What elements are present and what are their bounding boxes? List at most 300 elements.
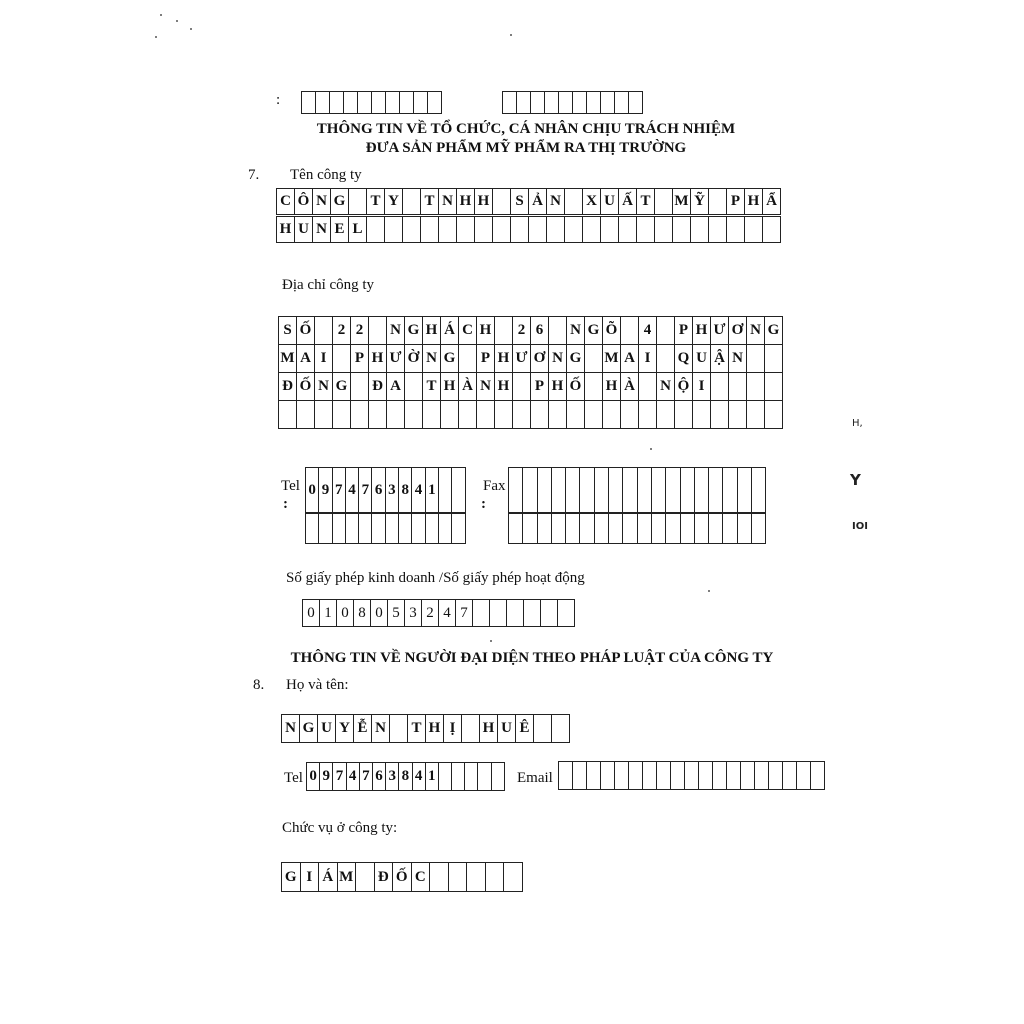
char-box xyxy=(652,514,666,544)
char-box: 6 xyxy=(372,468,385,513)
char-box: N xyxy=(372,715,390,743)
char-box xyxy=(585,401,603,429)
char-box xyxy=(306,514,319,544)
char-box: 0 xyxy=(371,600,388,627)
char-box xyxy=(441,401,459,429)
char-box xyxy=(587,92,601,114)
char-box xyxy=(711,373,729,401)
char-box xyxy=(509,468,523,513)
char-box: G xyxy=(567,345,585,373)
char-box xyxy=(666,514,680,544)
char-box xyxy=(609,514,623,544)
char-box: U xyxy=(295,217,313,243)
char-box: N xyxy=(747,317,765,345)
char-box xyxy=(302,92,316,114)
char-box xyxy=(747,373,765,401)
char-box: P xyxy=(351,345,369,373)
char-box: 8 xyxy=(399,468,412,513)
char-box xyxy=(709,217,727,243)
char-box xyxy=(400,92,414,114)
char-box xyxy=(511,217,529,243)
char-box: G xyxy=(333,373,351,401)
char-box xyxy=(439,514,452,544)
char-box: N xyxy=(657,373,675,401)
char-box: H xyxy=(423,317,441,345)
char-box xyxy=(585,373,603,401)
char-box xyxy=(492,763,505,791)
char-box: 6 xyxy=(531,317,549,345)
char-box xyxy=(747,345,765,373)
char-box: 4 xyxy=(413,763,426,791)
char-box: I xyxy=(639,345,657,373)
char-box xyxy=(529,217,547,243)
char-box xyxy=(565,189,583,215)
char-box: Ê xyxy=(516,715,534,743)
char-box xyxy=(549,401,567,429)
char-box: 1 xyxy=(320,600,337,627)
char-box xyxy=(330,92,344,114)
char-box xyxy=(638,468,652,513)
char-box: 1 xyxy=(426,468,439,513)
char-box xyxy=(681,514,695,544)
char-box: H xyxy=(475,189,493,215)
char-box xyxy=(552,514,566,544)
char-box xyxy=(385,217,403,243)
char-box: Ị xyxy=(444,715,462,743)
item-number-7: 7. xyxy=(248,167,260,183)
char-box xyxy=(615,92,629,114)
char-box xyxy=(507,600,524,627)
char-box xyxy=(493,189,511,215)
char-box: H xyxy=(457,189,475,215)
char-box: 1 xyxy=(426,763,439,791)
char-box: T xyxy=(423,373,441,401)
char-box xyxy=(333,514,346,544)
company-tel-label: Tel xyxy=(281,478,300,494)
char-box xyxy=(452,468,465,513)
char-box: H xyxy=(745,189,763,215)
item-number-8: 8. xyxy=(253,677,265,693)
char-box xyxy=(765,373,783,401)
char-box xyxy=(580,514,594,544)
char-box: 2 xyxy=(513,317,531,345)
char-box xyxy=(747,401,765,429)
char-box xyxy=(691,217,709,243)
char-box: 2 xyxy=(333,317,351,345)
char-box: I xyxy=(301,863,320,892)
char-box xyxy=(738,468,752,513)
char-box: Á xyxy=(441,317,459,345)
char-box xyxy=(477,401,495,429)
char-box: G xyxy=(441,345,459,373)
char-box xyxy=(769,762,783,790)
char-box: 4 xyxy=(439,600,456,627)
char-box xyxy=(681,468,695,513)
char-box: M xyxy=(673,189,691,215)
char-box xyxy=(315,317,333,345)
char-box xyxy=(755,762,769,790)
char-box: P xyxy=(727,189,745,215)
char-box xyxy=(558,600,575,627)
company-address-label: Địa chỉ công ty xyxy=(282,277,375,293)
char-box xyxy=(356,863,375,892)
char-box xyxy=(503,92,517,114)
char-box: 7 xyxy=(333,763,346,791)
char-box xyxy=(486,863,505,892)
char-box: A xyxy=(621,345,639,373)
char-box: N xyxy=(477,373,495,401)
char-box xyxy=(473,600,490,627)
char-box: G xyxy=(300,715,318,743)
char-box: N xyxy=(423,345,441,373)
char-box: A xyxy=(387,373,405,401)
char-box xyxy=(490,600,507,627)
char-box xyxy=(545,92,559,114)
company-address-line3-boxes[interactable] xyxy=(278,372,783,401)
char-box xyxy=(666,468,680,513)
char-box xyxy=(738,514,752,544)
char-box: 4 xyxy=(346,468,359,513)
char-box: Ô xyxy=(295,189,313,215)
top-colon: : xyxy=(276,92,281,108)
char-box xyxy=(465,763,478,791)
char-box: N xyxy=(729,345,747,373)
char-box: Õ xyxy=(603,317,621,345)
char-box: Y xyxy=(336,715,354,743)
char-box: 3 xyxy=(386,468,399,513)
char-box xyxy=(752,514,766,544)
char-box xyxy=(541,600,558,627)
char-box: H xyxy=(603,373,621,401)
char-box xyxy=(797,762,811,790)
char-box: Ẩ xyxy=(763,189,781,215)
char-box: 7 xyxy=(456,600,473,627)
license-boxes[interactable] xyxy=(302,599,575,627)
char-box: H xyxy=(480,715,498,743)
char-box xyxy=(741,762,755,790)
position-boxes[interactable] xyxy=(281,862,523,892)
char-box: 2 xyxy=(422,600,439,627)
char-box: Ư xyxy=(711,317,729,345)
margin-mark-3: IOI xyxy=(852,521,868,532)
char-box xyxy=(566,468,580,513)
license-label: Số giấy phép kinh doanh /Số giấy phép hoạt động xyxy=(286,570,585,586)
char-box: H xyxy=(369,345,387,373)
char-box xyxy=(387,401,405,429)
char-box xyxy=(763,217,781,243)
char-box: N xyxy=(313,217,331,243)
char-box xyxy=(675,401,693,429)
char-box xyxy=(452,763,465,791)
char-box: N xyxy=(549,345,567,373)
char-box: 4 xyxy=(639,317,657,345)
char-box xyxy=(745,217,763,243)
char-box xyxy=(369,317,387,345)
char-box xyxy=(439,763,452,791)
char-box: C xyxy=(277,189,295,215)
char-box xyxy=(351,401,369,429)
top-code-boxes-left[interactable] xyxy=(301,91,442,114)
company-heading-line2: ĐƯA SẢN PHẨM MỸ PHẨM RA THỊ TRƯỜNG xyxy=(365,140,687,156)
char-box: H xyxy=(693,317,711,345)
char-box xyxy=(765,345,783,373)
char-box xyxy=(439,468,452,513)
char-box: Ư xyxy=(387,345,405,373)
char-box: 8 xyxy=(354,600,371,627)
char-box xyxy=(639,401,657,429)
char-box xyxy=(609,468,623,513)
char-box: H xyxy=(441,373,459,401)
char-box xyxy=(573,92,587,114)
company-tel-colon: : xyxy=(283,496,288,512)
char-box: I xyxy=(693,373,711,401)
char-box xyxy=(346,514,359,544)
company-address-line1-boxes[interactable] xyxy=(278,316,783,345)
char-box xyxy=(475,217,493,243)
char-box xyxy=(580,468,594,513)
char-box xyxy=(390,715,408,743)
char-box xyxy=(538,468,552,513)
char-box: Ố xyxy=(297,317,315,345)
char-box xyxy=(752,468,766,513)
char-box xyxy=(549,317,567,345)
char-box: G xyxy=(585,317,603,345)
char-box: 3 xyxy=(386,763,399,791)
char-box xyxy=(643,762,657,790)
char-box xyxy=(524,600,541,627)
char-box xyxy=(639,373,657,401)
char-box xyxy=(531,401,549,429)
company-tel-boxes-row1[interactable] xyxy=(305,467,466,513)
char-box xyxy=(430,863,449,892)
char-box xyxy=(523,514,537,544)
char-box xyxy=(509,514,523,544)
char-box xyxy=(495,317,513,345)
representative-email-label: Email xyxy=(517,770,553,786)
char-box: T xyxy=(637,189,655,215)
char-box xyxy=(462,715,480,743)
char-box xyxy=(565,217,583,243)
char-box: 3 xyxy=(405,600,422,627)
margin-mark-2: Y xyxy=(850,471,861,489)
char-box: Ư xyxy=(513,345,531,373)
char-box xyxy=(657,762,671,790)
char-box xyxy=(449,863,468,892)
char-box xyxy=(595,468,609,513)
char-box xyxy=(621,401,639,429)
representative-name-label: Họ và tên: xyxy=(286,677,349,693)
char-box xyxy=(493,217,511,243)
char-box xyxy=(637,217,655,243)
char-box xyxy=(729,373,747,401)
representative-name-boxes[interactable] xyxy=(281,714,570,743)
char-box: H xyxy=(426,715,444,743)
company-address-line2-boxes[interactable] xyxy=(278,344,783,373)
char-box xyxy=(457,217,475,243)
char-box: 0 xyxy=(306,468,319,513)
char-box xyxy=(552,468,566,513)
top-code-boxes-right[interactable] xyxy=(502,91,643,114)
char-box: M xyxy=(338,863,357,892)
representative-email-boxes[interactable] xyxy=(558,761,825,790)
char-box xyxy=(657,345,675,373)
char-box xyxy=(638,514,652,544)
char-box: N xyxy=(282,715,300,743)
company-fax-boxes-row2[interactable] xyxy=(508,513,766,544)
representative-heading: THÔNG TIN VỀ NGƯỜI ĐẠI DIỆN THEO PHÁP LUẬT CỦA CÔNG TY xyxy=(290,650,774,666)
char-box xyxy=(552,715,570,743)
char-box: Ả xyxy=(529,189,547,215)
char-box: Ễ xyxy=(354,715,372,743)
char-box: 0 xyxy=(307,763,320,791)
char-box xyxy=(423,401,441,429)
char-box: Ỹ xyxy=(691,189,709,215)
char-box: Ộ xyxy=(675,373,693,401)
char-box: C xyxy=(459,317,477,345)
char-box: N xyxy=(315,373,333,401)
char-box xyxy=(513,401,531,429)
company-tel-boxes-row2[interactable] xyxy=(305,513,466,544)
company-name-line1-boxes[interactable] xyxy=(276,188,781,215)
char-box xyxy=(358,92,372,114)
char-box: I xyxy=(315,345,333,373)
char-box xyxy=(412,514,425,544)
char-box: H xyxy=(495,373,513,401)
char-box: P xyxy=(531,373,549,401)
char-box xyxy=(386,92,400,114)
char-box xyxy=(478,763,491,791)
char-box: S xyxy=(511,189,529,215)
char-box xyxy=(699,762,713,790)
char-box: Ậ xyxy=(711,345,729,373)
char-box: 7 xyxy=(333,468,346,513)
char-box xyxy=(495,401,513,429)
char-box: T xyxy=(408,715,426,743)
char-box: G xyxy=(765,317,783,345)
char-box xyxy=(426,514,439,544)
char-box: N xyxy=(439,189,457,215)
char-box: 7 xyxy=(360,763,373,791)
char-box xyxy=(655,217,673,243)
char-box: A xyxy=(297,345,315,373)
company-address-line4-boxes[interactable] xyxy=(278,400,783,429)
company-fax-label: Fax xyxy=(483,478,506,494)
char-box xyxy=(567,401,585,429)
char-box xyxy=(547,217,565,243)
char-box xyxy=(297,401,315,429)
char-box xyxy=(452,514,465,544)
company-fax-boxes-row1[interactable] xyxy=(508,467,766,513)
char-box xyxy=(601,92,615,114)
char-box xyxy=(333,345,351,373)
char-box xyxy=(414,92,428,114)
char-box xyxy=(428,92,442,114)
char-box xyxy=(623,514,637,544)
char-box xyxy=(534,715,552,743)
char-box: G xyxy=(282,863,301,892)
char-box xyxy=(319,514,332,544)
char-box: À xyxy=(459,373,477,401)
char-box: N xyxy=(313,189,331,215)
char-box xyxy=(765,401,783,429)
char-box xyxy=(403,189,421,215)
char-box xyxy=(709,189,727,215)
char-box xyxy=(585,345,603,373)
char-box xyxy=(386,514,399,544)
char-box xyxy=(351,373,369,401)
char-box: 0 xyxy=(337,600,354,627)
char-box xyxy=(727,217,745,243)
char-box xyxy=(783,762,797,790)
char-box xyxy=(405,401,423,429)
char-box: P xyxy=(477,345,495,373)
char-box xyxy=(655,189,673,215)
char-box xyxy=(359,514,372,544)
char-box: 8 xyxy=(399,763,412,791)
char-box xyxy=(615,762,629,790)
char-box xyxy=(369,401,387,429)
char-box xyxy=(693,401,711,429)
char-box xyxy=(657,401,675,429)
char-box xyxy=(399,514,412,544)
representative-tel-label: Tel xyxy=(284,770,303,786)
char-box: À xyxy=(621,373,639,401)
char-box: Ơ xyxy=(729,317,747,345)
char-box: E xyxy=(331,217,349,243)
char-box xyxy=(713,762,727,790)
char-box xyxy=(405,373,423,401)
char-box xyxy=(583,217,601,243)
char-box xyxy=(652,468,666,513)
char-box xyxy=(695,468,709,513)
char-box xyxy=(727,762,741,790)
char-box xyxy=(504,863,523,892)
position-label: Chức vụ ở công ty: xyxy=(282,820,398,836)
char-box: 6 xyxy=(373,763,386,791)
char-box xyxy=(595,514,609,544)
company-name-line2-boxes[interactable] xyxy=(276,216,781,243)
char-box: Ơ xyxy=(531,345,549,373)
char-box xyxy=(709,468,723,513)
margin-mark-1: H, xyxy=(852,418,863,429)
char-box: Đ xyxy=(375,863,394,892)
char-box: U xyxy=(693,345,711,373)
representative-tel-boxes[interactable] xyxy=(306,762,505,791)
char-box xyxy=(333,401,351,429)
char-box xyxy=(671,762,685,790)
char-box: H xyxy=(477,317,495,345)
char-box: S xyxy=(279,317,297,345)
char-box: 0 xyxy=(303,600,320,627)
char-box: H xyxy=(277,217,295,243)
char-box: 2 xyxy=(351,317,369,345)
char-box: Ố xyxy=(393,863,412,892)
char-box xyxy=(723,468,737,513)
char-box xyxy=(573,762,587,790)
char-box xyxy=(349,189,367,215)
char-box xyxy=(344,92,358,114)
char-box xyxy=(367,217,385,243)
char-box: M xyxy=(279,345,297,373)
char-box xyxy=(459,345,477,373)
char-box: G xyxy=(331,189,349,215)
char-box: 9 xyxy=(319,468,332,513)
char-box xyxy=(729,401,747,429)
char-box xyxy=(811,762,825,790)
char-box: G xyxy=(405,317,423,345)
char-box xyxy=(315,401,333,429)
char-box: H xyxy=(549,373,567,401)
